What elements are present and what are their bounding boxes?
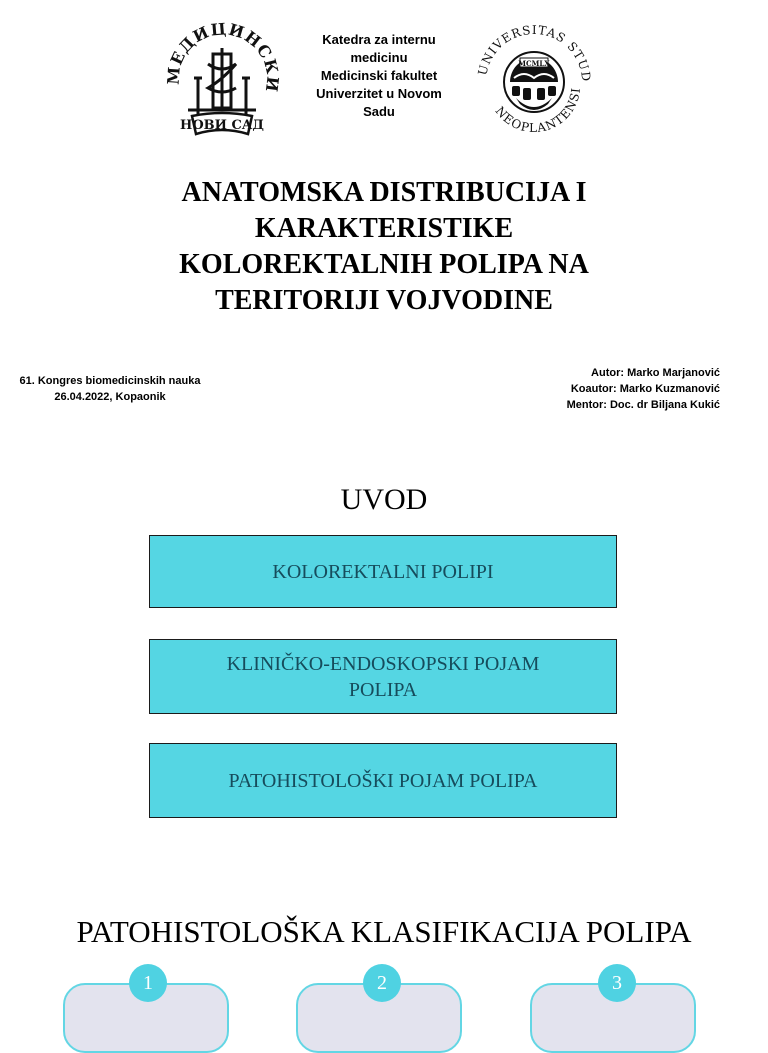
klasifikacija-heading: PATOHISTOLOŠKA KLASIFIKACIJA POLIPA bbox=[76, 914, 692, 949]
department-line: Univerzitet u Novom bbox=[316, 86, 442, 101]
step-number-badge: 1 bbox=[129, 964, 167, 1002]
intro-box-label: KLINIČKO-ENDOSKOPSKI POJAM POLIPA bbox=[226, 652, 540, 701]
seal-icon bbox=[158, 18, 286, 138]
university-logo bbox=[472, 20, 596, 138]
title-line: KOLOREKTALNIH POLIPA NA bbox=[179, 249, 589, 280]
congress-date-place: 26.04.2022, Kopaonik bbox=[54, 391, 166, 403]
congress-info bbox=[10, 373, 210, 405]
department-line: Katedra za internu bbox=[322, 32, 436, 47]
seal-top-text: UNIVERSITAS STUD bbox=[475, 22, 594, 83]
authors-info bbox=[520, 365, 720, 413]
intro-box bbox=[149, 743, 617, 818]
coauthor: Koautor: Marko Kuzmanović bbox=[570, 383, 720, 395]
department-line: medicinu bbox=[350, 50, 408, 65]
uvod-heading: UVOD bbox=[340, 483, 428, 516]
intro-box-label: KOLOREKTALNI POLIPI bbox=[272, 560, 494, 583]
step-number-badge: 2 bbox=[363, 964, 401, 1002]
university-seal-icon bbox=[472, 20, 596, 138]
intro-box-label: PATOHISTOLOŠKI POJAM POLIPA bbox=[228, 769, 538, 792]
intro-box bbox=[149, 639, 617, 714]
title-line: KARAKTERISTIKE bbox=[254, 213, 514, 244]
seal-year: MCMLX bbox=[518, 59, 550, 68]
seal-bottom-text: НОВИ САД bbox=[180, 118, 264, 133]
svg-text:МЕДИЦИНСКИ ФАКУЛТЕТ bbox=[158, 18, 283, 94]
intro-box bbox=[149, 535, 617, 608]
seal-bottom-text: NEOPLANTENSI bbox=[492, 86, 584, 136]
department-line: Medicinski fakultet bbox=[320, 68, 438, 83]
medicinski-fakultet-logo bbox=[158, 18, 286, 138]
step-number-badge: 3 bbox=[598, 964, 636, 1002]
department-line: Sadu bbox=[363, 104, 395, 119]
department-info bbox=[304, 31, 454, 121]
author: Autor: Marko Marjanović bbox=[591, 367, 720, 379]
congress-name: 61. Kongres biomedicinskih nauka bbox=[19, 375, 201, 387]
poster-title bbox=[124, 175, 644, 319]
title-line: TERITORIJI VOJVODINE bbox=[215, 285, 553, 316]
seal-ring-text: МЕДИЦИНСКИ bbox=[163, 19, 283, 94]
title-line: ANATOMSKA DISTRIBUCIJA I bbox=[181, 177, 587, 208]
mentor: Mentor: Doc. dr Biljana Kukić bbox=[566, 399, 720, 411]
